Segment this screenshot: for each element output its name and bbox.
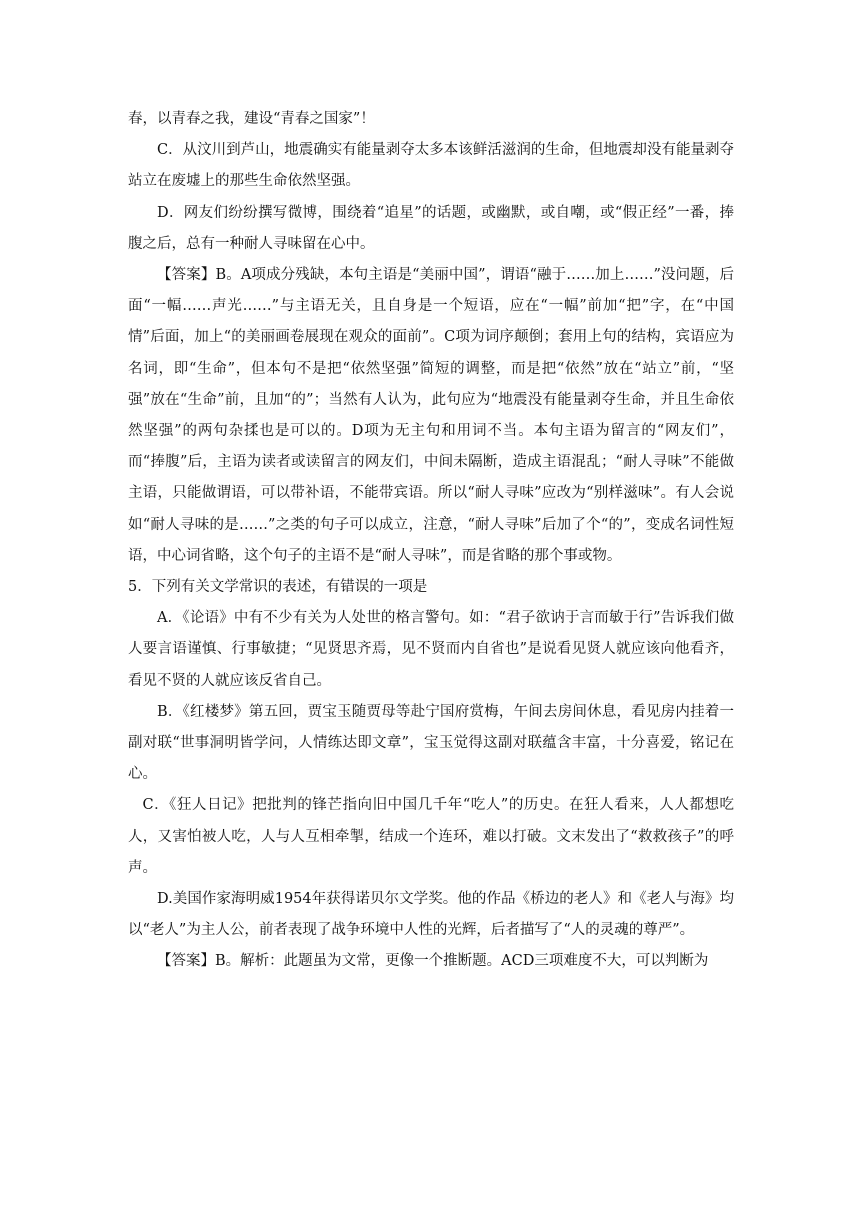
paragraph-continuation: 春，以青春之我，建设“青春之国家”！ <box>128 111 375 127</box>
answer-explanation-5: 【答案】B。解析：此题虽为文常，更像一个推断题。ACD三项难度不大，可以判断为 <box>157 953 709 970</box>
question-5-option-a: A．《论语》中有不少有关为人处世的格言警句。如：“君子欲讷于言而敏于行”告诉我们做人要言语谨慎、行事敏捷；“见贤思齐焉，见不贤而内自省也”是说看见贤人就应该向他看齐，看见不贤的人就应该反省自己。 <box>128 610 734 689</box>
question-5-option-c: C．《狂人日记》把批判的锋芒指向旧中国几千年“吃人”的历史。在狂人看来，人人都想吃人，又害怕被人吃，人与人互相牵掣，结成一个连环，难以打破。文末发出了“救救孩子”的呼声。 <box>128 797 734 876</box>
option-c-paragraph: C．从汶川到芦山，地震确实有能量剥夺太多本该鲜活滋润的生命，但地震却没有能量剥夺站立在废墟上的那些生命依然坚强。 <box>128 142 734 190</box>
question-5-option-d: D.美国作家海明威1954年获得诺贝尔文学奖。他的作品《桥边的老人》和《老人与海》均以“老人”为主人公，前者表现了战争环境中人性的光辉，后者描写了“人的灵魂的尊严”。 <box>128 891 734 939</box>
document-body <box>128 104 734 978</box>
answer-explanation-4: 【答案】B。A项成分残缺，本句主语是“美丽中国”，谓语“融于……加上……”没问题，后面“一幅……声光……”与主语无关，且自身是一个短语，应在“一幅”前加“把”字，在“中国情”后面，加上“的美丽画卷展现在观众的面前”。C项为词序颠倒；套用上句的结构，宾语应为名词，即“生命”，但本句不是把“依然坚强”简短的调整，而是把“依然”放在“站立”前，“坚强”放在“生命”前，且加“的”；当然有人认为，此句应为“地震没有能量剥夺生命，并且生命依然坚强”的两句杂揉也是可以的。D项为无主句和用词不当。本句主语为留言的“网友们”，而“捧腹”后，主语为读者或读留言的网友们，中间未隔断，造成主语混乱；“耐人寻味”不能做主语，只能做谓语，可以带补语，不能带宾语。所以“耐人寻味”应改为“别样滋味”。有人会说如“耐人寻味的是……”之类的句子可以成立，注意，“耐人寻味”后加了个“的”，变成名词性短语，中心词省略，这个句子的主语不是“耐人寻味”，而是省略的那个事或物。 <box>128 267 734 564</box>
question-5-stem: 5．下列有关文学常识的表述，有错误的一项是 <box>128 579 428 596</box>
option-d-paragraph: D．网友们纷纷撰写微博，围绕着“追星”的话题，或幽默，或自嘲，或“假正经”一番，捧腹之后，总有一种耐人寻味留在心中。 <box>128 204 734 252</box>
question-5-option-b: B．《红楼梦》第五回，贾宝玉随贾母等赴宁国府赏梅，午间去房间休息，看见房内挂着一副对联“世事洞明皆学问，人情练达即文章”，宝玉觉得这副对联蕴含丰富，十分喜爱，铭记在心。 <box>128 703 734 783</box>
